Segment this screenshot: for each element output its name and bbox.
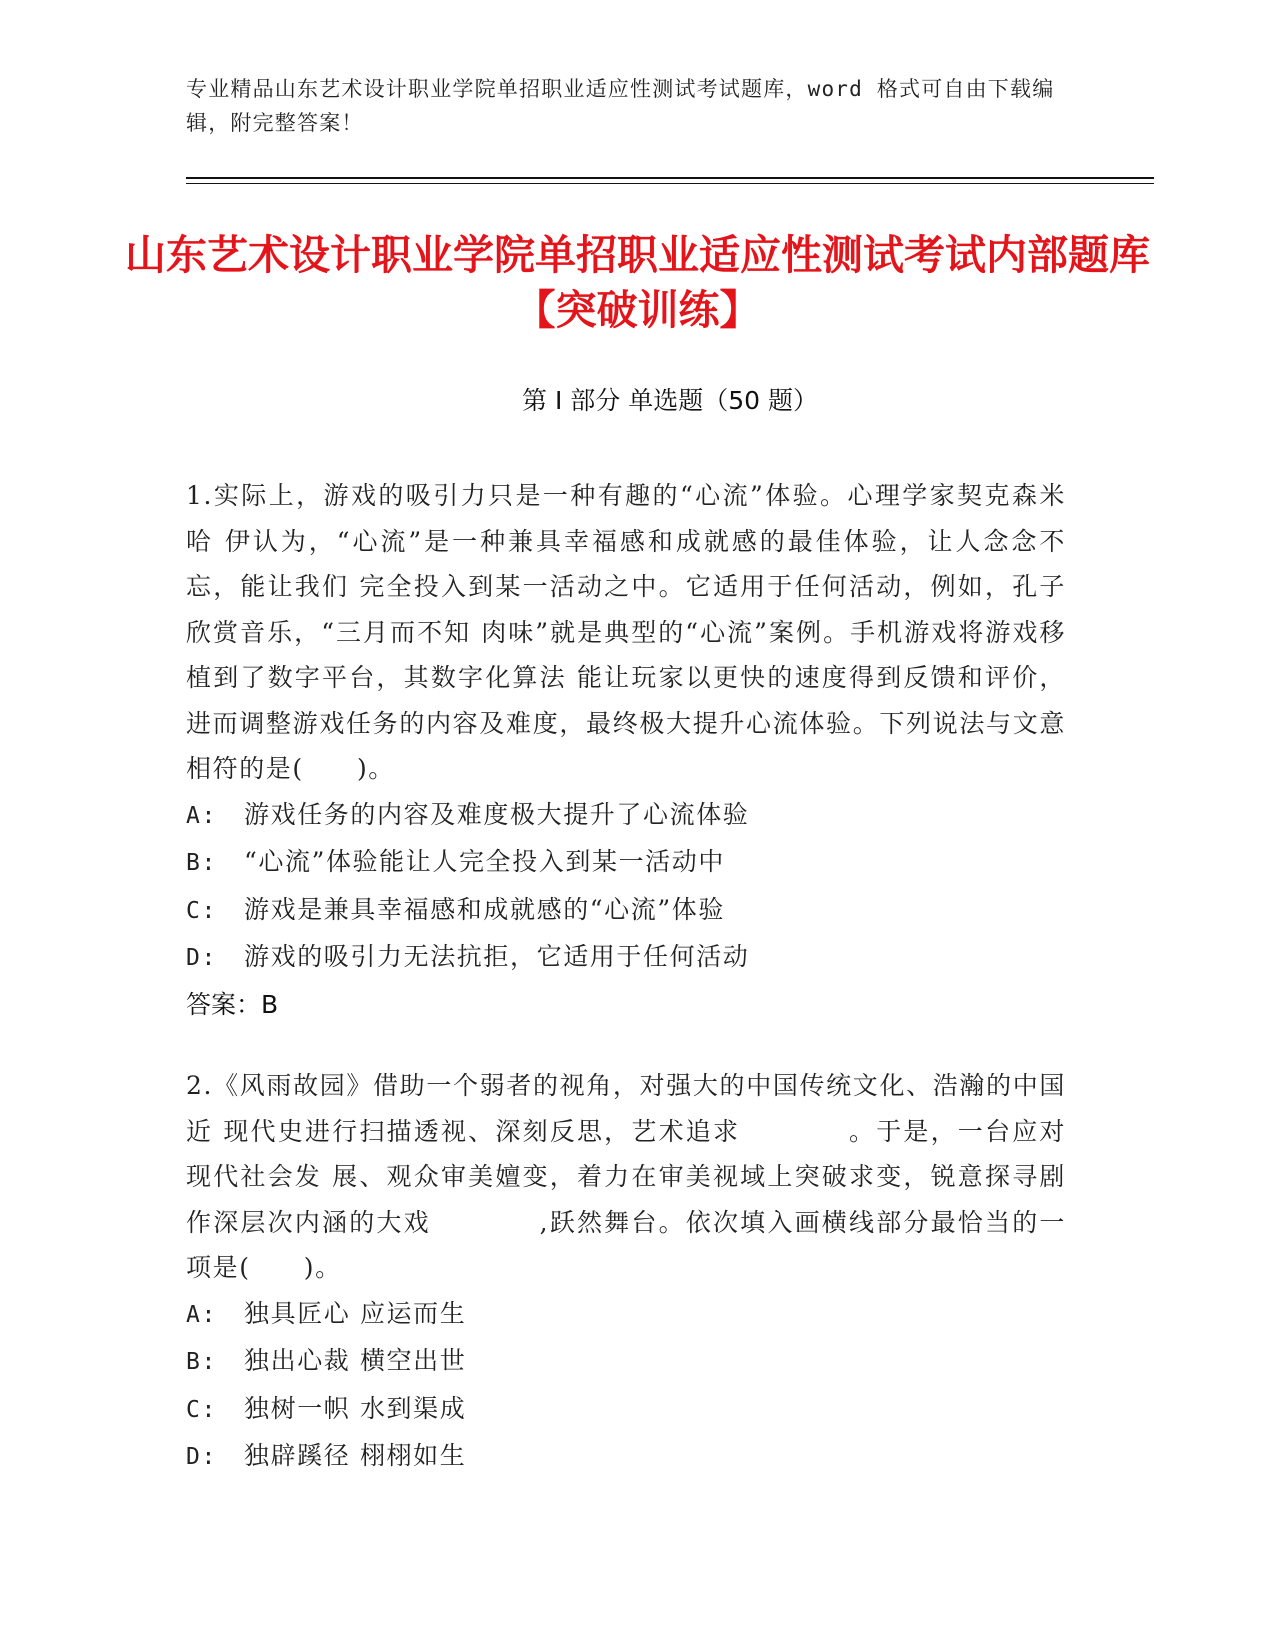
option-key: B: (186, 850, 217, 876)
option-key: A: (186, 1301, 217, 1328)
option-d (186, 1433, 1066, 1481)
option-c (186, 887, 1066, 935)
header-note: 专业精品山东艺术设计职业学院单招职业适应性测试考试题库，word 格式可自由下载编辑，附完整答案！ (186, 77, 1055, 135)
option-key: A: (186, 802, 217, 829)
header-rule-thick (186, 177, 1154, 179)
option-text: 独辟蹊径 栩栩如生 (244, 1441, 467, 1470)
option-key: D: (186, 1444, 217, 1470)
option-key: C: (186, 1396, 217, 1423)
question-stem: 1.实际上，游戏的吸引力只是一种有趣的“心流”体验。心理学家契克森米哈 伊认为，“心流”是一种兼具幸福感和成就感的最佳体验，让人念念不忘，能让我们 完全投入到某一活动之中。它适用于任何活动，例如，孔子欣赏音乐，“三月而不知 肉味”就是典型的“心流”案例。手机游戏将游戏移植到了数字平台，其数字化算法 能让玩家以更快的速度得到反馈和评价，进而调整游戏任务的内容及难度，最终极大提升心流体验。下列说法与文意相符的是( )。 (186, 481, 1066, 783)
option-key: D: (186, 945, 217, 971)
option-key: C: (186, 897, 217, 924)
document-title: 山东艺术设计职业学院单招职业适应性测试考试内部题库【突破训练】 (125, 231, 1150, 334)
option-text: 独具匠心 应运而生 (244, 1298, 467, 1328)
option-c (186, 1386, 1066, 1434)
option-text: 游戏任务的内容及难度极大提升了心流体验 (244, 799, 750, 829)
option-text: “心流”体验能让人完全投入到某一活动中 (244, 847, 725, 876)
question-1 (186, 473, 1066, 1027)
option-text: 独树一帜 水到渠成 (244, 1393, 467, 1423)
option-text: 游戏是兼具幸福感和成就感的“心流”体验 (244, 894, 725, 924)
answer: 答案：B (186, 989, 279, 1019)
option-a (186, 792, 1066, 840)
option-a (186, 1291, 1066, 1339)
option-d (186, 934, 1066, 982)
option-text: 独出心裁 横空出世 (244, 1346, 467, 1375)
option-key: B: (186, 1349, 217, 1375)
option-b (186, 839, 1066, 887)
section-heading: 第 I 部分 单选题（50 题） (522, 386, 818, 415)
header-rule-thin (186, 183, 1154, 184)
question-2 (186, 1063, 1066, 1481)
option-b (186, 1338, 1066, 1386)
option-text: 游戏的吸引力无法抗拒，它适用于任何活动 (244, 942, 750, 971)
question-stem: 2.《风雨故园》借助一个弱者的视角，对强大的中国传统文化、浩瀚的中国近 现代史进行扫描透视、深刻反思，艺术追求 。于是，一台应对现代社会发 展、观众审美嬗变，着力在审美视域上突破求变，锐意探寻剧作深层次内涵的大戏 ,跃然舞台。依次填入画横线部分最恰当的一项是( )。 (186, 1071, 1066, 1282)
